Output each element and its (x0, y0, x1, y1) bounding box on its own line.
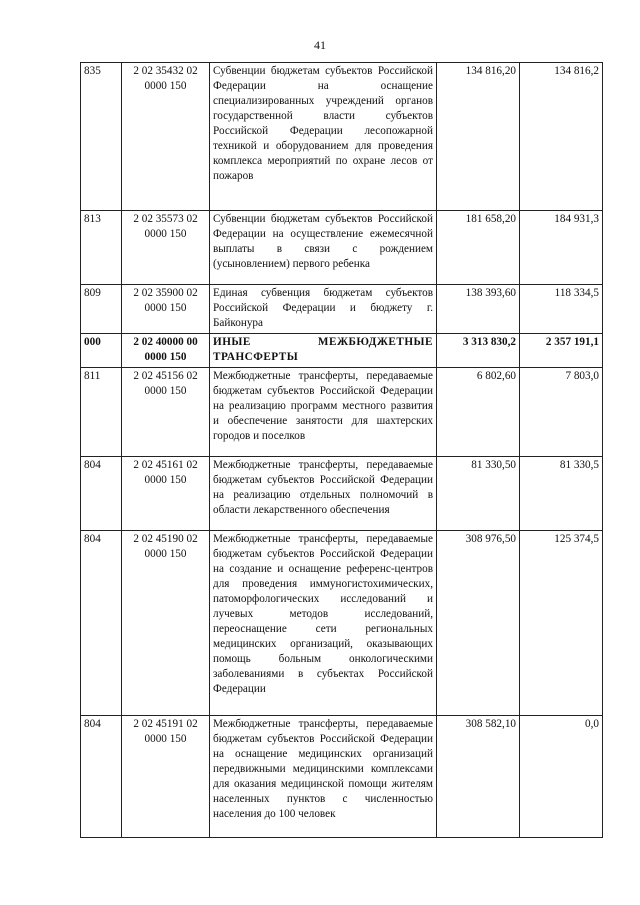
description-cell: Межбюджетные трансферты, передаваемые бюджетам субъектов Российской Федерации на создание и оснащение референс-центров для проведения иммуногистохимических, патоморфологических исследований и лучевых методов исследований, переоснащение сети региональных медицинских организаций, оказывающих помощь больным онкологическими заболеваниями в субъектах Российской Федерации (210, 531, 437, 716)
description-cell: Субвенции бюджетам субъектов Российской Федерации на осуществление ежемесячной выплаты в связи с рождением (усыновлением) первого ребенка (210, 211, 437, 285)
budget-code-cell: 2 02 45191 02 0000 150 (122, 716, 210, 838)
admin-code-cell: 804 (81, 457, 122, 531)
description-cell: Межбюджетные трансферты, передаваемые бюджетам субъектов Российской Федерации на реализацию программ местного развития и обеспечение занятости для шахтерских городов и поселков (210, 368, 437, 457)
amount-cell-1: 81 330,50 (437, 457, 520, 531)
budget-code-cell: 2 02 45156 02 0000 150 (122, 368, 210, 457)
amount-cell-1: 308 976,50 (437, 531, 520, 716)
table-row-section-total (81, 334, 603, 368)
admin-code-cell: 804 (81, 531, 122, 716)
description-cell: Межбюджетные трансферты, передаваемые бюджетам субъектов Российской Федерации на оснащение медицинских организаций передвижными медицинскими комплексами для оказания медицинской помощи жителям населенных пунктов с численностью населения до 100 человек (210, 716, 437, 838)
budget-code-cell: 2 02 45190 02 0000 150 (122, 531, 210, 716)
admin-code-cell: 813 (81, 211, 122, 285)
budget-code-cell: 2 02 35900 02 0000 150 (122, 285, 210, 334)
amount-cell-1: 181 658,20 (437, 211, 520, 285)
description-cell: ИНЫЕ МЕЖБЮДЖЕТНЫЕ ТРАНСФЕРТЫ (210, 334, 437, 368)
table-row (81, 285, 603, 334)
budget-code-cell: 2 02 45161 02 0000 150 (122, 457, 210, 531)
table-row (81, 457, 603, 531)
description-cell: Единая субвенция бюджетам субъектов Российской Федерации и бюджету г. Байконура (210, 285, 437, 334)
table-row (81, 211, 603, 285)
description-cell: Межбюджетные трансферты, передаваемые бюджетам субъектов Российской Федерации на реализацию отдельных полномочий в области лекарственного обеспечения (210, 457, 437, 531)
amount-cell-1: 3 313 830,2 (437, 334, 520, 368)
amount-cell-1: 6 802,60 (437, 368, 520, 457)
amount-cell-2: 134 816,2 (520, 63, 603, 211)
admin-code-cell: 000 (81, 334, 122, 368)
amount-cell-2: 0,0 (520, 716, 603, 838)
amount-cell-1: 134 816,20 (437, 63, 520, 211)
description-cell: Субвенции бюджетам субъектов Российской Федерации на оснащение специализированных учреждений органов государственной власти субъектов Российской Федерации лесопожарной техникой и оборудованием для проведения комплекса мероприятий по охране лесов от пожаров (210, 63, 437, 211)
admin-code-cell: 809 (81, 285, 122, 334)
page-number: 41 (314, 38, 326, 52)
admin-code-cell: 804 (81, 716, 122, 838)
amount-cell-2: 81 330,5 (520, 457, 603, 531)
budget-code-cell: 2 02 40000 00 0000 150 (122, 334, 210, 368)
admin-code-cell: 811 (81, 368, 122, 457)
table-row (81, 531, 603, 716)
amount-cell-1: 308 582,10 (437, 716, 520, 838)
amount-cell-2: 7 803,0 (520, 368, 603, 457)
amount-cell-2: 184 931,3 (520, 211, 603, 285)
amount-cell-2: 2 357 191,1 (520, 334, 603, 368)
table-row (81, 63, 603, 211)
budget-code-cell: 2 02 35573 02 0000 150 (122, 211, 210, 285)
budget-code-cell: 2 02 35432 02 0000 150 (122, 63, 210, 211)
amount-cell-2: 125 374,5 (520, 531, 603, 716)
amount-cell-2: 118 334,5 (520, 285, 603, 334)
budget-table (80, 62, 603, 838)
amount-cell-1: 138 393,60 (437, 285, 520, 334)
admin-code-cell: 835 (81, 63, 122, 211)
table-row (81, 368, 603, 457)
table-row (81, 716, 603, 838)
